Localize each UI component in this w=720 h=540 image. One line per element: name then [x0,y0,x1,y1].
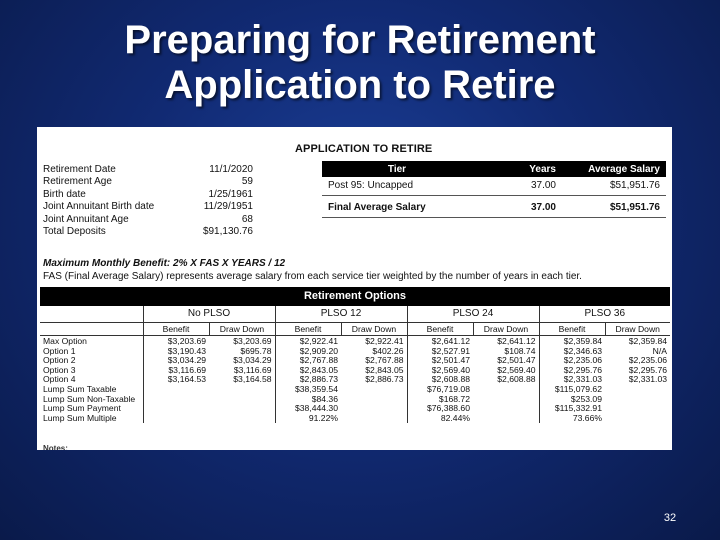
option-value-cell [209,395,275,405]
summary-value: 11/29/1951 [203,201,253,213]
document-title: APPLICATION TO RETIRE [295,143,433,155]
option-row [40,336,670,347]
tier-table [322,161,666,218]
option-row [40,385,670,395]
option-value-cell [209,404,275,414]
option-group-header: PLSO 24 [407,306,539,323]
option-value-cell: $76,719.08 [407,385,473,395]
final-average-salary-row [322,199,666,217]
summary-row [43,226,253,238]
summary-value: 11/1/2020 [209,164,253,175]
option-value-cell: $3,164.58 [233,375,272,385]
final-years: 37.00 [472,199,562,217]
tier-years: 37.00 [472,177,562,195]
option-value-cell [605,395,670,405]
option-value-cell: $2,295.76 [628,365,667,375]
option-value-cell: $2,886.73 [275,375,341,385]
option-value-cell: $2,922.41 [365,336,404,346]
notes-label: Notes: [43,444,68,450]
option-row-label: Lump Sum Non-Taxable [43,394,136,404]
benefit-subheader: Benefit [407,323,473,336]
option-group-row [40,306,670,323]
option-row [40,356,670,366]
summary-row [43,164,253,176]
title-line-2: Application to Retire [164,63,556,107]
option-value-cell: 91.22% [275,414,341,424]
draw-down-subheader: Draw Down [209,323,275,336]
final-average-salary-label: Final Average Salary [322,199,472,217]
option-value-cell: $3,190.43 [143,347,209,357]
option-subheader-blank [40,323,143,336]
option-row-label: Option 4 [43,375,76,385]
option-value-cell: $2,608.88 [497,375,536,385]
option-value-cell: $2,569.40 [407,366,473,376]
summary-row [43,189,253,201]
option-value-cell: $2,235.06 [539,356,605,366]
tier-row [322,177,666,195]
option-value-cell [143,404,209,414]
option-value-cell: $3,203.69 [143,336,209,347]
option-subheader-row [40,323,670,336]
option-value-cell: $108.74 [504,346,536,356]
option-value-cell: $2,608.88 [407,375,473,385]
option-value-cell: $3,034.29 [143,356,209,366]
option-value-cell: $2,922.41 [275,336,341,347]
option-value-cell: $76,388.60 [407,404,473,414]
average-salary-header: Average Salary [562,161,666,177]
tier-header-row [322,161,666,177]
option-value-cell: $2,359.84 [539,336,605,347]
summary-value: 59 [241,176,253,188]
option-group-blank [40,306,143,323]
summary-row [43,176,253,188]
option-value-cell: $115,332.91 [539,404,605,414]
summary-row [43,201,253,213]
summary-label: Retirement Date [43,164,116,175]
option-row [40,395,670,405]
option-value-cell: $3,034.29 [233,356,272,366]
option-value-cell: $84.36 [275,395,341,405]
option-row-label: Lump Sum Taxable [43,384,117,394]
application-document [37,127,672,450]
option-row [40,347,670,357]
option-value-cell: $2,235.06 [628,356,667,366]
slide-title [0,18,720,108]
option-row-label: Lump Sum Payment [43,404,121,414]
option-value-cell [605,385,670,395]
benefit-subheader: Benefit [143,323,209,336]
option-value-cell: $2,295.76 [539,366,605,376]
option-group-header: PLSO 36 [539,306,670,323]
option-value-cell: 73.66% [539,414,605,424]
option-value-cell [473,414,539,424]
option-value-cell [143,395,209,405]
option-value-cell: $2,331.03 [628,375,667,385]
benefit-formula: Maximum Monthly Benefit: 2% X FAS X YEARS / 12 [43,258,286,269]
draw-down-subheader: Draw Down [341,323,407,336]
option-value-cell [605,404,670,414]
option-row [40,404,670,414]
option-value-cell [341,395,407,405]
option-value-cell: $38,359.54 [275,385,341,395]
option-value-cell [605,414,670,424]
summary-label: Birth date [43,188,86,200]
option-value-cell: $2,843.05 [275,366,341,376]
option-value-cell: $2,527.91 [407,347,473,357]
option-value-cell: $38,444.30 [275,404,341,414]
option-value-cell: $2,501.47 [407,356,473,366]
option-value-cell: $3,203.69 [233,336,272,346]
option-value-cell: $2,843.05 [365,365,404,375]
option-value-cell: 82.44% [407,414,473,424]
option-value-cell [473,385,539,395]
option-value-cell [143,414,209,424]
summary-value: $91,130.76 [202,226,253,238]
summary-value: 68 [241,213,253,225]
option-value-cell: $2,501.47 [497,356,536,366]
option-value-cell [209,414,275,424]
draw-down-subheader: Draw Down [605,323,670,336]
option-value-cell: $2,767.88 [275,356,341,366]
option-value-cell: $115,079.62 [539,385,605,395]
option-value-cell [473,404,539,414]
option-group-header: No PLSO [143,306,275,323]
option-value-cell: $402.26 [372,346,404,356]
option-value-cell: $2,909.20 [275,347,341,357]
option-value-cell: N/A [652,346,667,356]
option-value-cell [341,385,407,395]
option-value-cell: $2,886.73 [365,375,404,385]
option-value-cell: $2,569.40 [497,365,536,375]
tier-average-salary: $51,951.76 [562,177,666,195]
option-row-label: Option 2 [43,356,76,366]
summary-value: 1/25/1961 [208,188,253,200]
fas-note: FAS (Final Average Salary) represents average salary from each service tier weighted by the number of years in each tier. [43,271,582,282]
option-value-cell [143,385,209,395]
final-average-salary-value: $51,951.76 [562,199,666,217]
option-value-cell: $2,346.63 [539,347,605,357]
tier-name: Post 95: Uncapped [322,177,472,195]
draw-down-subheader: Draw Down [473,323,539,336]
option-value-cell [341,404,407,414]
option-value-cell: $253.09 [539,395,605,405]
benefit-subheader: Benefit [275,323,341,336]
option-value-cell: $695.78 [240,346,272,356]
option-row [40,375,670,385]
option-row [40,414,670,424]
retirement-options-table [40,306,670,423]
option-value-cell: $3,164.53 [143,375,209,385]
summary-label: Joint Annuitant Birth date [43,201,155,213]
option-row-label: Max Option [43,336,87,346]
tier-header: Tier [322,161,472,177]
title-line-1: Preparing for Retirement [124,18,596,62]
option-value-cell: $3,116.69 [143,366,209,376]
years-header: Years [472,161,562,177]
summary-row [43,214,253,226]
option-value-cell: $2,641.12 [497,336,536,346]
option-value-cell: $2,767.88 [365,356,404,366]
slide-number: 32 [663,512,677,524]
option-row-label: Lump Sum Multiple [43,413,117,423]
retirement-options-header: Retirement Options [40,287,670,306]
option-value-cell [209,385,275,395]
benefit-subheader: Benefit [539,323,605,336]
option-value-cell [341,414,407,424]
option-value-cell [473,395,539,405]
option-value-cell: $3,116.69 [233,365,272,375]
option-value-cell: $2,641.12 [407,336,473,347]
option-row-label: Option 1 [43,346,76,356]
option-row [40,366,670,376]
summary-list [43,164,253,238]
option-row-label: Option 3 [43,365,76,375]
option-group-header: PLSO 12 [275,306,407,323]
option-value-cell: $2,359.84 [628,336,667,346]
summary-label: Retirement Age [43,176,112,188]
option-value-cell: $168.72 [407,395,473,405]
option-value-cell: $2,331.03 [539,375,605,385]
summary-label: Total Deposits [43,226,106,238]
summary-label: Joint Annuitant Age [43,213,129,225]
